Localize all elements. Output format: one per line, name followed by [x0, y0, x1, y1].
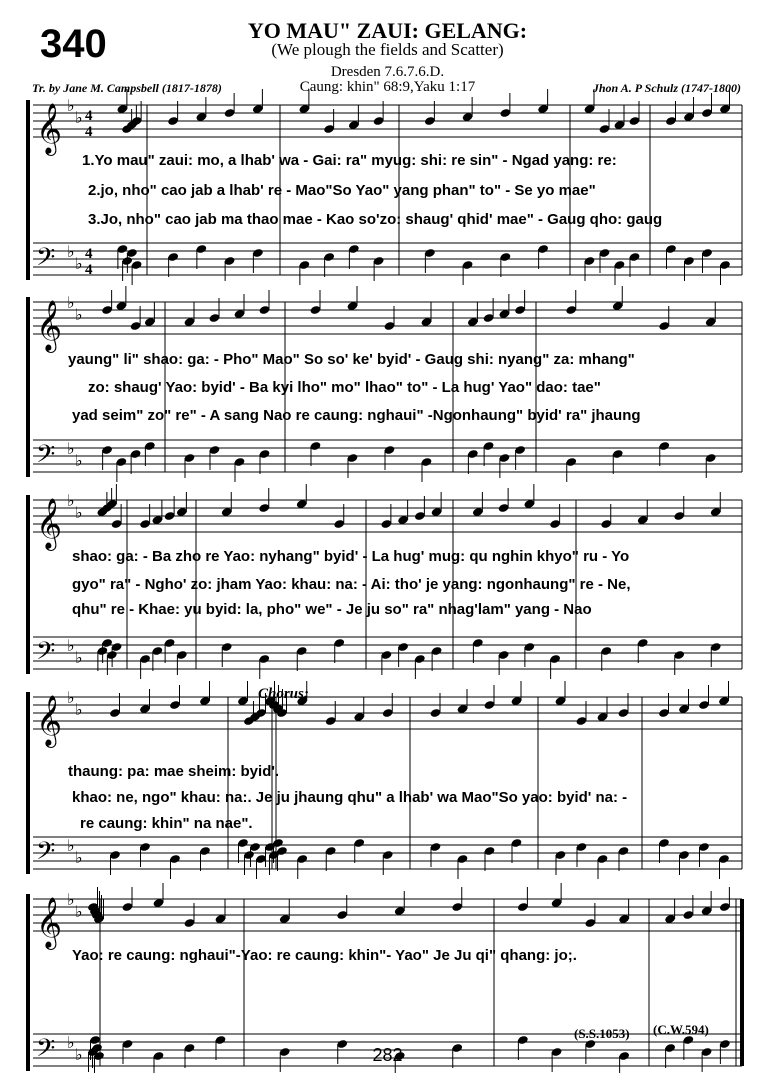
lyric-s4-verse2: khao: ne, ngo" khau: na:. Je ju jhaung qhu" a lhab' wa Mao"So yao: byid' na: -: [72, 789, 628, 806]
lyric-s3-verse1: shao: ga: - Ba zho re Yao: nyhang" byid' - La hug' mug: qu nghin khyo" ru - Yo: [72, 548, 630, 565]
system-bracket: [26, 495, 30, 674]
flat-icon: ♭: [67, 688, 75, 707]
time-signature-digit: 4: [85, 124, 93, 140]
composer-credit: Jhon A. P Schulz (1747-1800): [592, 81, 741, 95]
treble-clef-icon: 𝄞: [36, 300, 63, 351]
lyric-s2-verse2: zo: shaug' Yao: byid' - Ba kyi lho" mo" lhao" to" - La hug' Yao" dao: tae": [88, 379, 601, 396]
lyric-s4-verse1: thaung: pa: mae sheim: byid'.: [68, 763, 280, 780]
treble-clef-icon: 𝄞: [36, 498, 63, 549]
flat-icon: ♭: [67, 293, 75, 312]
flat-icon: ♭: [75, 648, 83, 667]
flat-icon: ♭: [67, 491, 75, 510]
treble-clef-icon: 𝄞: [36, 103, 63, 154]
flat-icon: ♭: [75, 902, 83, 921]
lyric-s3-verse3: qhu" re - Khae: yu byid: la, pho" we" - Je ju so" ra" nhag'lam" yang - Nao: [72, 601, 592, 618]
reference-right: (C.W.594): [653, 1022, 709, 1037]
bass-clef-icon: 𝄢: [36, 637, 56, 672]
hymn-number: 340: [40, 22, 107, 66]
flat-icon: ♭: [67, 96, 75, 115]
lyric-s1-verse2: 2.jo, nho" cao jab a lhab' re - Mao"So Yao" yang phan" to" - Se yo mae": [88, 182, 596, 199]
lyric-s1-verse3: 3.Jo, nho" cao jab ma thao mae - Kao so'zo: shaug' qhid' mae" - Gaug qho: gaug: [88, 211, 663, 228]
bass-clef-icon: 𝄢: [36, 440, 56, 475]
system-bracket: [26, 692, 30, 874]
bass-clef-icon: 𝄢: [36, 243, 56, 278]
flat-icon: ♭: [75, 305, 83, 324]
lyric-s5-verse1: Yao: re caung: nghaui"-Yao: re caung: khin"- Yao" Je Ju qi" qhang: jo;.: [72, 947, 577, 964]
flat-icon: ♭: [67, 890, 75, 909]
lyric-s3-verse2: gyo" ra" - Ngho' zo: jham Yao: khau: na: - Ai: tho' je yang: ngonhaung" re - Ne,: [72, 576, 631, 593]
bass-clef-icon: 𝄢: [36, 837, 56, 872]
flat-icon: ♭: [67, 836, 75, 855]
reference-left: (S.S.1053): [574, 1026, 630, 1041]
system-bracket: [26, 297, 30, 477]
flat-icon: ♭: [67, 242, 75, 261]
hymn-title: YO MAU" ZAUI: GELANG:: [247, 18, 528, 43]
lyric-s4-verse3: re caung: khin" na nae".: [80, 815, 253, 832]
flat-icon: ♭: [75, 848, 83, 867]
flat-icon: ♭: [67, 636, 75, 655]
flat-icon: ♭: [67, 1033, 75, 1052]
time-signature-digit: 4: [85, 262, 93, 278]
treble-clef-icon: 𝄞: [36, 897, 63, 948]
lyric-s2-verse1: yaung" li" shao: ga: - Pho" Mao" So so' ke' byid' - Gaug shi: nyang" za: mhang": [68, 351, 635, 368]
time-signature-digit: 4: [85, 246, 93, 262]
bass-clef-icon: 𝄢: [36, 1034, 56, 1069]
chorus-label: Chorus;: [258, 686, 309, 702]
flat-icon: ♭: [75, 1045, 83, 1064]
flat-icon: ♭: [75, 451, 83, 470]
treble-clef-icon: 𝄞: [36, 695, 63, 746]
flat-icon: ♭: [75, 700, 83, 719]
flat-icon: ♭: [67, 439, 75, 458]
system-bracket: [26, 100, 30, 280]
hymn-subtitle: (We plough the fields and Scatter): [271, 40, 504, 59]
flat-icon: ♭: [75, 108, 83, 127]
time-signature-digit: 4: [85, 108, 93, 124]
flat-icon: ♭: [75, 503, 83, 522]
lyric-s1-verse1: 1.Yo mau" zaui: mo, a lhab' wa - Gai: ra" myug: shi: re sin" - Ngad yang: re:: [82, 152, 617, 169]
lyric-s2-verse3: yad seim" zo" re" - A sang Nao re caung: nghaui" -Ngonhaung" byid' ra" jhaung: [72, 407, 641, 424]
tune-meter: Dresden 7.6.7.6.D.: [330, 64, 445, 80]
flat-icon: ♭: [75, 254, 83, 273]
scripture-reference: Caung: khin" 68:9,Yaku 1:17: [299, 79, 476, 95]
translator-credit: Tr. by Jane M. Campsbell (1817-1878): [32, 81, 222, 95]
page-number: 282: [372, 1045, 403, 1065]
